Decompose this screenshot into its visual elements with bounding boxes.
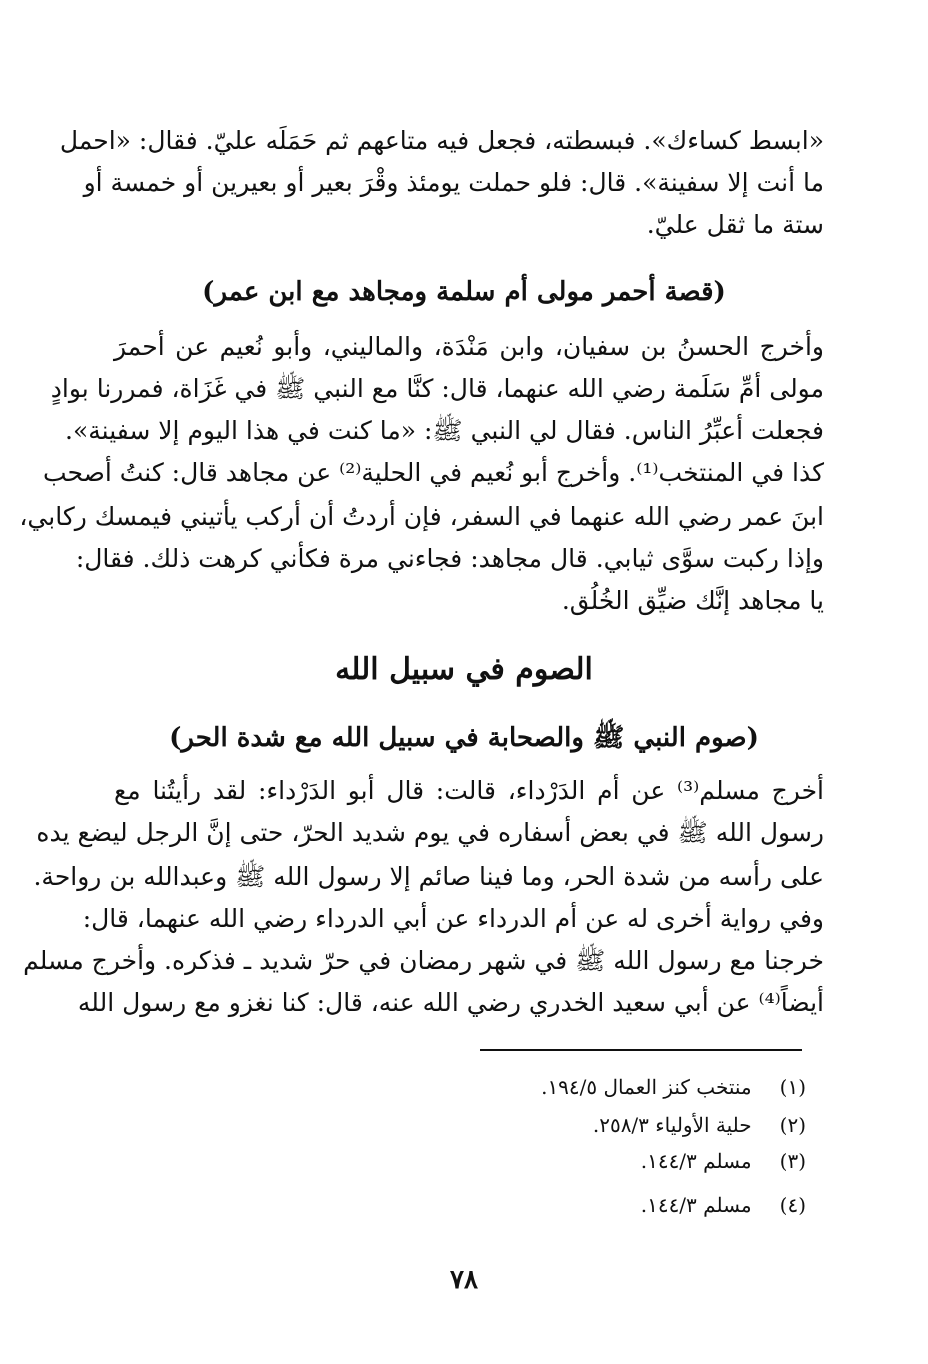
- footnote: [641, 1190, 806, 1220]
- section-title: الصوم في سبيل الله: [335, 652, 593, 687]
- text-line: «ابسط كساءك». فبسطته، فجعل فيه متاعهم ثم حَمَلَه عليّ. فقال: «احمل: [59, 126, 824, 155]
- text-line: أيضاً⁽⁴⁾ عن أبي سعيد الخدري رضي الله عنه، قال: كنا نغزو مع رسول الله: [77, 988, 824, 1017]
- text-line: وفي رواية أخرى له عن أم الدرداء عن أبي الدرداء رضي الله عنهما، قال:: [82, 904, 824, 933]
- text-line: خرجنا مع رسول الله ﷺ في شهر رمضان في حرّ شديد ـ فذكره. وأخرج مسلم: [23, 946, 824, 975]
- footnote-text: منتخب كنز العمال ١٩٤/٥.: [541, 1075, 752, 1099]
- text-line: كذا في المنتخب⁽¹⁾. وأخرج أبو نُعيم في الحلية⁽²⁾ عن مجاهد قال: كنتُ أصحب: [42, 458, 824, 487]
- footnote: [641, 1146, 806, 1176]
- text-line: ما أنت إلا سفينة». قال: فلو حملت يومئذ وقْرَ بعير أو بعيرين أو خمسة أو: [83, 168, 824, 197]
- footnote-text: حلية الأولياء ٢٥٨/٣.: [592, 1113, 752, 1137]
- footnote-separator: [480, 1049, 802, 1051]
- footnote-number: (١): [779, 1075, 806, 1099]
- text-line: على رأسه من شدة الحر، وما فينا صائم إلا رسول الله ﷺ وعبدالله بن رواحة.: [33, 862, 824, 891]
- text-line: وأخرج الحسنُ بن سفيان، وابن مَنْدَة، والماليني، وأبو نُعيم عن أحمرَ: [114, 332, 824, 361]
- footnote-number: (٢): [779, 1113, 806, 1137]
- footnote-number: (٣): [779, 1149, 806, 1173]
- text-line: فجعلت أعبِّرُ الناس. فقال لي النبي ﷺ: «ما كنت في هذا اليوم إلا سفينة».: [65, 416, 824, 445]
- text-line: ستة ما ثقل عليّ.: [646, 210, 824, 239]
- story-heading: (قصة أحمر مولى أم سلمة ومجاهد مع ابن عمر): [202, 277, 726, 307]
- text-line: مولى أمِّ سَلَمة رضي الله عنهما، قال: كنَّا مع النبي ﷺ في غَزَاة، فمررنا بوادٍ: [50, 374, 824, 403]
- text-line: رسول الله ﷺ في بعض أسفاره في يوم شديد الحرّ، حتى إنَّ الرجل ليضع يده: [36, 818, 824, 847]
- subsection-heading: (صوم النبي ﷺ والصحابة في سبيل الله مع شدة الحر): [169, 723, 759, 753]
- footnote-number: (٤): [779, 1193, 806, 1217]
- text-line: أخرج مسلم⁽³⁾ عن أم الدَرْداء، قالت: قال أبو الدَرْداء: لقد رأيتُنا مع: [114, 776, 824, 805]
- footnote-text: مسلم ١٤٤/٣.: [640, 1193, 752, 1217]
- text-line: وإذا ركبت سوَّى ثيابي. قال مجاهد: فجاءني مرة فكأني كرهت ذلك. فقال:: [75, 544, 824, 573]
- page-number: ٧٨: [450, 1265, 478, 1295]
- footnote-text: مسلم ١٤٤/٣.: [640, 1149, 752, 1173]
- footnote: [593, 1110, 806, 1140]
- text-line: ابنَ عمر رضي الله عنهما في السفر، فإن أردتُ أن أركب يأتيني فيمسك ركابي،: [19, 502, 824, 531]
- text-line: يا مجاهد إنَّك ضيِّق الخُلُق.: [561, 586, 824, 615]
- footnote: [541, 1072, 806, 1102]
